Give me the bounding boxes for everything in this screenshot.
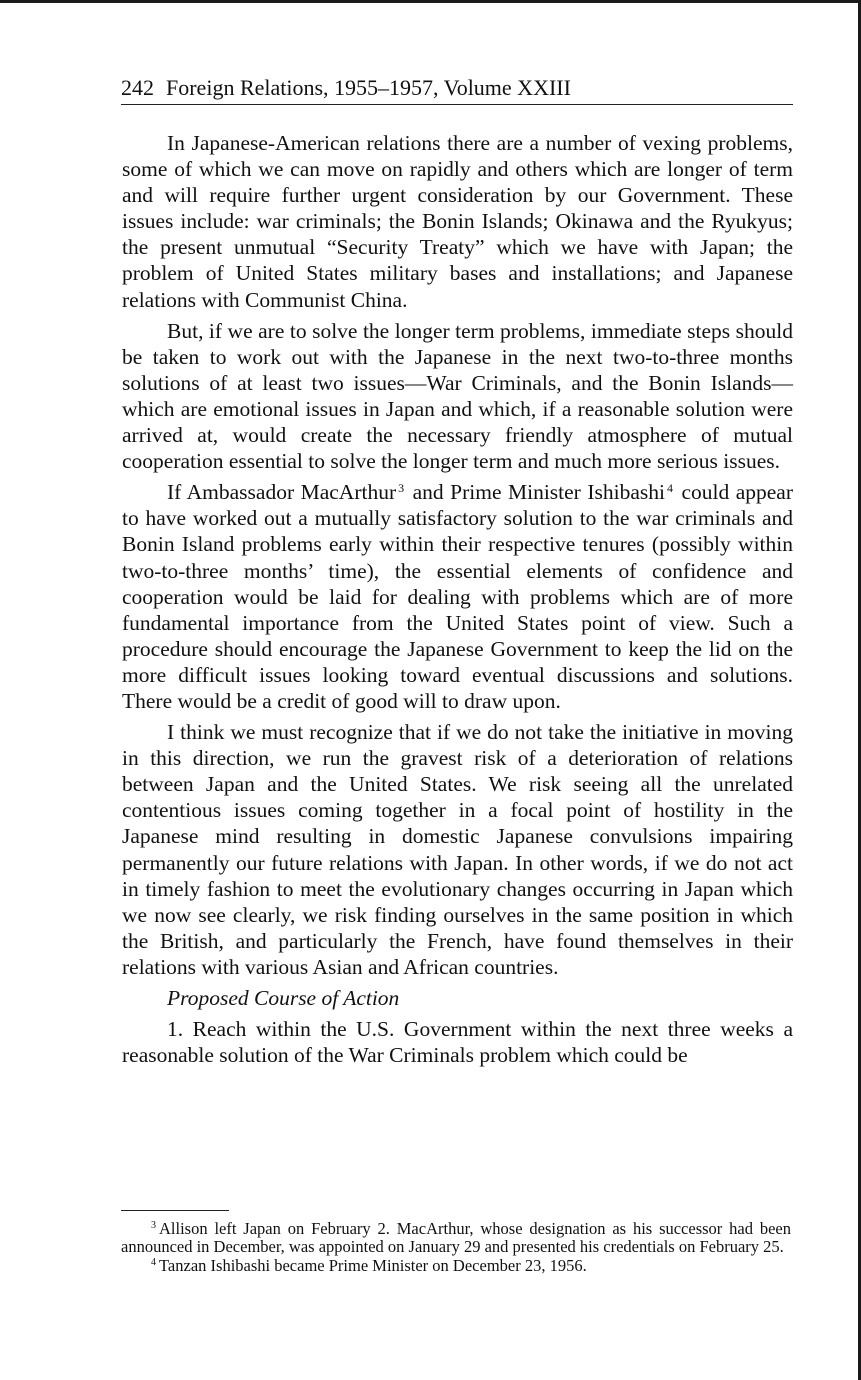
footnotes bbox=[121, 1220, 791, 1275]
paragraph-3-rest: could appear to have worked out a mutually satisfactory solution to the war criminals and Bonin Island problems early within their respective tenures (possibly within two-to-three months’ time), the essential elements of confidence and cooperation would be laid for dealing with problems which are of more fundamental importance from the United States point of view. Such a procedure should encourage the Japanese Government to keep the lid on the more difficult issues looking toward eventual discussions and solutions. There would be a credit of good will to draw upon. bbox=[122, 480, 793, 713]
running-title: Foreign Relations, 1955–1957, Volume XXIII bbox=[166, 75, 571, 100]
footnote-4-marker: 4 bbox=[151, 1256, 156, 1268]
numbered-item-1: 1. Reach within the U.S. Government within the next three weeks a reasonable solution of the War Criminals problem which could be bbox=[122, 1017, 793, 1068]
paragraph-3 bbox=[122, 479, 793, 714]
body-text bbox=[122, 130, 793, 1068]
paragraph-3-middle: and Prime Minister Ishibashi bbox=[406, 480, 665, 505]
paragraph-1: In Japanese-American relations there are a number of vexing problems, some of which we can move on rapidly and others which are longer of term and will require further urgent consideration by our Government. These issues include: war criminals; the Bonin Islands; Okinawa and the Ryukyus; the present unmutual “Security Treaty” which we have with Japan; the problem of United States military bases and installations; and Japanese relations with Communist China. bbox=[122, 131, 793, 312]
footnote-4 bbox=[121, 1257, 791, 1275]
footnote-ref-4[interactable]: 4 bbox=[666, 481, 673, 496]
paragraph-3-lead: If Ambassador MacArthur bbox=[167, 480, 397, 505]
paragraph-4: I think we must recognize that if we do not take the initiative in moving in this direction, we run the gravest risk of a deterioration of relations between Japan and the United States. We risk seeing all the unrelated contentious issues coming together in a focal point of hostility in the Japanese mind resulting in domestic Japanese convulsions impairing permanently our future relations with Japan. In other words, if we do not act in timely fashion to meet the evolutionary changes occurring in Japan which we now see clearly, we risk finding ourselves in the same position in which the British, and particularly the French, have found themselves in their relations with various Asian and African countries. bbox=[122, 720, 793, 979]
footnote-4-text: Tanzan Ishibashi became Prime Minister on December 23, 1956. bbox=[159, 1255, 587, 1275]
footnote-ref-3[interactable]: 3 bbox=[398, 481, 405, 496]
footnote-3-text: Allison left Japan on February 2. MacArthur, whose designation as his successor had been announced in December, was appointed on January 29 and presented his credentials on February 25. bbox=[121, 1219, 791, 1257]
page-number: 242 bbox=[121, 75, 154, 100]
section-heading: Proposed Course of Action bbox=[167, 986, 400, 1010]
footnote-divider bbox=[121, 1210, 229, 1211]
footnote-3 bbox=[121, 1220, 791, 1257]
footnote-3-marker: 3 bbox=[151, 1220, 156, 1231]
paragraph-2: But, if we are to solve the longer term problems, immediate steps should be taken to work out with the Japanese in the next two-to-three months solutions of at least two issues—War Criminals, and the Bonin Islands—which are emotional issues in Japan and which, if a reasonable solution were arrived at, would create the necessary friendly atmosphere of mutual cooperation essential to solve the longer term and much more serious issues. bbox=[122, 318, 793, 474]
running-header bbox=[121, 74, 793, 105]
